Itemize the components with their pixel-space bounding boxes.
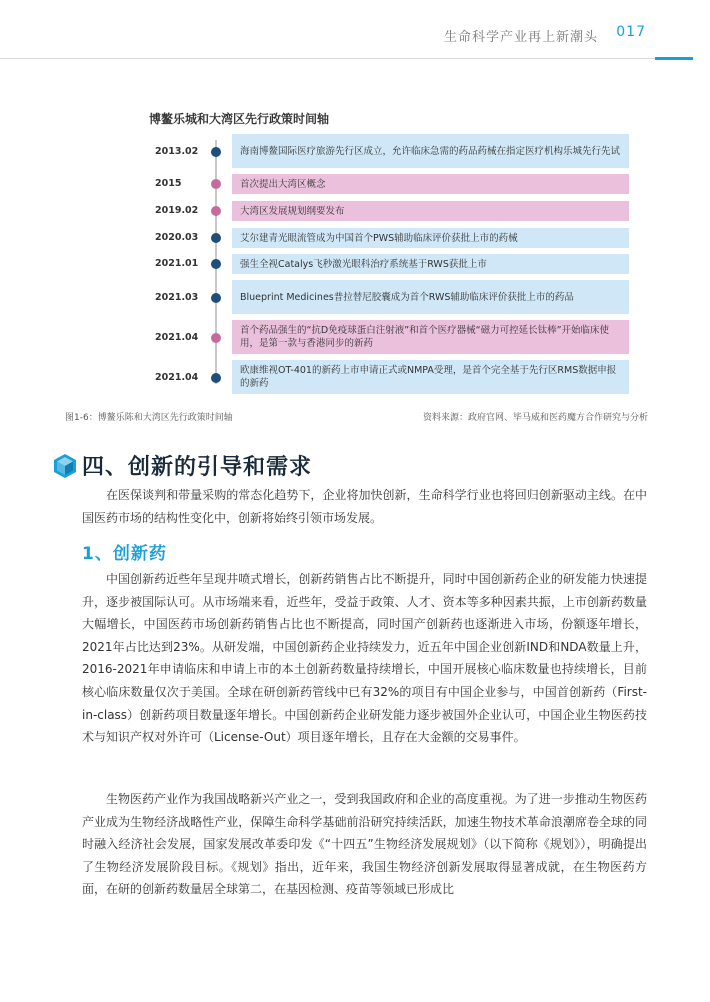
timeline-event: Blueprint Medicines普拉替尼胶囊成为首个RWS辅助临床评价获批上市的药品 [232, 280, 629, 314]
timeline-dot [211, 293, 221, 303]
timeline-dot [211, 333, 221, 343]
header-accent-bar [655, 57, 693, 60]
timeline-event: 首次提出大湾区概念 [232, 174, 629, 194]
figure-source: 资料来源：政府官网、毕马威和医药魔方合作研究与分析 [422, 413, 648, 423]
body-paragraph: 中国创新药近些年呈现井喷式增长，创新药销售占比不断提升，同时中国创新药企业的研发能力快速提升，逐步被国际认可。从市场端来看，近些年，受益于政策、人才、资本等多种因素共振，上市创新药数量大幅增长，中国医药市场创新药销售占比也不断提高，同时国产创新药也逐渐进入市场，份额逐年增长，2021年占比达到23%。从研发端，中国创新药企业持续发力，近五年中国企业创新IND和NDA数量上升，2016-2021年申请临床和申请上市的本土创新药数量持续增长，中国开展核心临床数量也持续增长，目前核心临床数量仅次于美国。全球在研创新药管线中已有32%的项目有中国企业参与，中国首创新药（First-in-class）创新药项目数量逐年增长。中国创新药企业研发能力逐步被国外企业认可，中国企业生物医药技术与知识产权对外许可（License-Out）项目逐年增长，且存在大金额的交易事件。 [82, 572, 647, 745]
timeline-date: 2021.03 [155, 292, 199, 303]
timeline-event: 海南博鳌国际医疗旅游先行区成立，允许临床急需的药品药械在指定医疗机构乐城先行先试 [232, 134, 629, 168]
timeline-event: 强生全视Catalys飞秒激光眼科治疗系统基于RWS获批上市 [232, 254, 629, 274]
timeline-dot [211, 259, 221, 269]
timeline-date: 2021.04 [155, 372, 199, 383]
timeline-dot [211, 179, 221, 189]
timeline-dot [211, 373, 221, 383]
timeline-dot [211, 206, 221, 216]
body-paragraph: 生物医药产业作为我国战略新兴产业之一，受到我国政府和企业的高度重视。为了进一步推动生物医药产业成为生物经济战略性产业，保障生命科学基础前沿研究持续活跃，加速生物技术革命浪潮席卷全球的同时融入经济社会发展，国家发展改革委印发《“十四五”生物经济发展规划》（以下简称《规划》），明确提出了生物经济发展阶段目标。《规划》指出，近年来，我国生物经济创新发展取得显著成就，在生物医药方面，在研的创新药数量居全球第二，在基因检测、疫苗等领域已形成比 [82, 792, 647, 897]
timeline-date: 2021.01 [155, 258, 199, 269]
timeline-date: 2013.02 [155, 146, 199, 157]
timeline-dot [211, 147, 221, 157]
timeline-date: 2015 [155, 178, 182, 189]
section-intro: 在医保谈判和带量采购的常态化趋势下，企业将加快创新，生命科学行业也将回归创新驱动主线。在中国医药市场的结构性变化中，创新将始终引领市场发展。 [82, 488, 647, 525]
timeline-event: 大湾区发展规划纲要发布 [232, 201, 629, 221]
subsection-title: 1、创新药 [82, 544, 167, 564]
timeline-date: 2021.04 [155, 332, 199, 343]
cube-hexagon-icon [53, 453, 77, 479]
header-divider [0, 58, 655, 59]
timeline-date: 2019.02 [155, 205, 199, 216]
timeline-event: 欧康维视OT-401的新药上市申请正式或NMPA受理，是首个完全基于先行区RMS数据申报的新药 [232, 360, 629, 394]
timeline-date: 2020.03 [155, 232, 199, 243]
timeline-event: 首个药品强生的“抗D免疫球蛋白注射液”和首个医疗器械“磁力可控延长钛棒”开始临床使用，是第一款与香港同步的新药 [232, 320, 629, 354]
timeline-title: 博鳌乐城和大湾区先行政策时间轴 [149, 112, 330, 126]
timeline-event: 艾尔建青光眼流管成为中国首个PWS辅助临床评价获批上市的药械 [232, 228, 629, 248]
page-number: 017 [616, 24, 646, 40]
running-header: 生命科学产业再上新潮头 [443, 30, 598, 45]
section-title: 四、创新的引导和需求 [82, 455, 313, 480]
figure-caption: 图1-6：博鳌乐陈和大湾区先行政策时间轴 [65, 413, 233, 423]
timeline-dot [211, 233, 221, 243]
